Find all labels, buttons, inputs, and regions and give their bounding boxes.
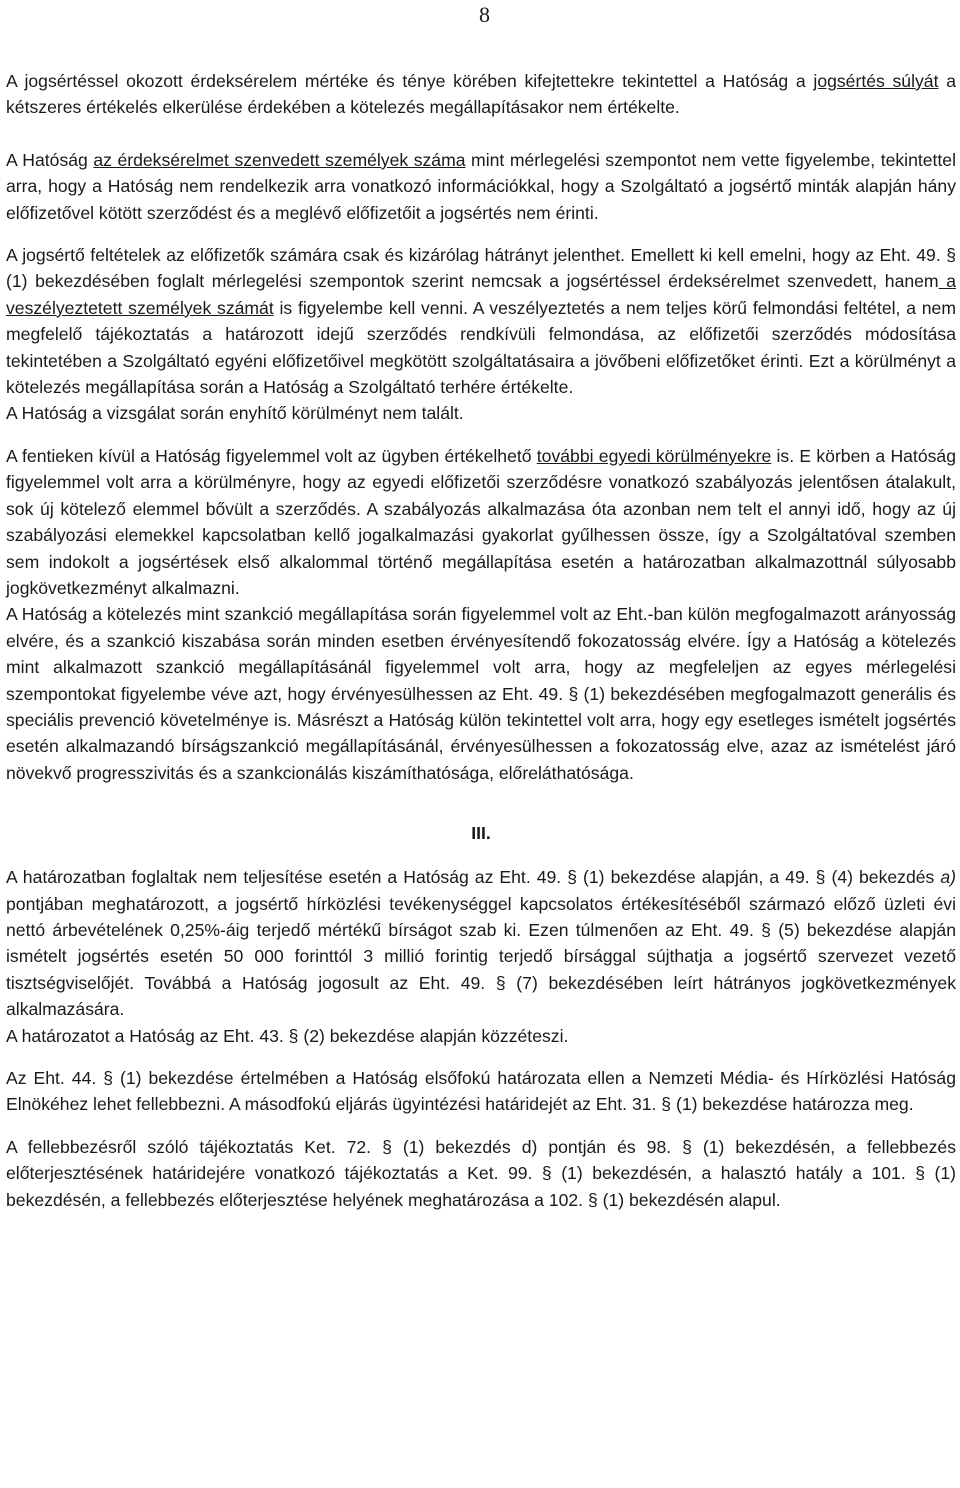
paragraph-kozzetetel: A határozatot a Hatóság az Eht. 43. § (2) bekezdése alapján közzéteszi. xyxy=(6,1025,569,1046)
paragraph-jogsertes-sulya xyxy=(6,68,956,121)
text: A jogsértő feltételek az előfizetők számára csak és kizárólag hátrányt jelenthet. Emellett ki kell emelni, hogy az Eht. 49. § (1) bekezdésében foglalt mérlegelési szempontok szerint nemcsak a jogsértéssel érdeksérelmet szenvedett, hanem xyxy=(6,245,956,292)
page-number: 8 xyxy=(479,2,490,27)
text: A határozatban foglaltak nem teljesítése esetén a Hatóság az Eht. 49. § (1) bekezdése alapján, a 49. § (4) bekezdés xyxy=(6,867,941,888)
paragraph-veszelyeztetettek xyxy=(6,242,956,400)
underlined-term: a veszélyeztetett személyek számát xyxy=(6,271,956,318)
paragraph-enyhito-korulmeny: A Hatóság a vizsgálat során enyhítő körülményt nem talált. xyxy=(6,403,464,424)
paragraph-tajekoztatas: A fellebbezésről szóló tájékoztatás Ket. 72. § (1) bekezdés d) pontján és 98. § (1) bekezdésén, a fellebbezés előterjesztésének határidejére vonatkozó tájékoztatás a Ket. 99. § (1) bekezdésén, a halasztó hatály a 101. § (1) bekezdésén, a fellebbezés előterjesztése helyének meghatározása a 102. § (1) bekezdésén alapul. xyxy=(6,1136,956,1210)
text: is figyelembe kell venni. A veszélyeztetés a nem teljes körű felmondási feltétel, a nem megfelelő tájékoztatás a határozott idejű szerződés rendkívüli felmondása, az előfizetői szerződés módosítása tekintetében a Szolgáltató egyéni előfizetőivel megkötött szolgáltatásaira a jövőbeni előfizetőket érinti. Ezt a körülményt a kötelezés megállapítása során a Hatóság a Szolgáltató terhére értékelte. xyxy=(6,297,956,398)
underlined-term: további egyedi körülményekre xyxy=(536,445,772,466)
paragraph-egyedi-korulmenyek xyxy=(6,443,956,601)
italic-letter: a) xyxy=(940,867,956,888)
text: A jogsértéssel okozott érdeksérelem mértéke és ténye körében kifejtettekre tekintettel a Hatóság a xyxy=(6,71,814,91)
document-body xyxy=(6,68,956,1213)
paragraph-birsag xyxy=(6,864,956,1022)
paragraph-fellebbezes: Az Eht. 44. § (1) bekezdése értelmében a Hatóság elsőfokú határozata ellen a Nemzeti Média- és Hírközlési Hatóság Elnökéhez lehet fellebbezni. A másodfokú eljárás ügyintézési határidejét az Eht. 31. § (1) bekezdése határozza meg. xyxy=(6,1068,956,1115)
text: A Hatóság xyxy=(6,149,94,170)
underlined-term: jogsértés súlyát xyxy=(813,71,939,91)
text: pontjában meghatározott, a jogsértő hírközlési tevékenységgel kapcsolatos értékesítéséből származó előző üzleti évi nettó árbevételének 0,25%-áig terjedő mértékű bírságot szab ki. Ezen túlmenően az Eht. 49. § (5) bekezdése alapján ismételt jogsértés esetén 50 000 forinttól 3 millió forintig terjedő bírsággal sújthatja a jogsértő szervezet vezető tisztségviselőjét. Továbbá a Hatóság jogosult az Eht. 49. § (7) bekezdésében leírt hátrányos jogkövetkezmények alkalmazására. xyxy=(6,893,956,1020)
section-heading: III. xyxy=(471,823,491,844)
underlined-term: az érdeksérelmet szenvedett személyek száma xyxy=(93,149,466,170)
paragraph-erdeksereltek-szama xyxy=(6,147,956,226)
text: a kétszeres értékelés elkerülése érdekében a kötelezés megállapításakor nem értékelte. xyxy=(6,71,956,118)
text: mint mérlegelési szempontot nem vette figyelembe, tekintettel arra, hogy a Hatóság nem rendelkezik arra vonatkozó információkkal, hogy a Szolgáltató a jogsértő minták alapján hány előfizetővel kötött szerződést és a meglévő előfizetőit a jogsértés nem érinti. xyxy=(6,149,957,223)
text: is. E körben a Hatóság figyelemmel volt arra a körülményre, hogy az egyedi előfizetői szerződésre vonatkozó szabályozás jelentősen átalakult, sok új kötelező elemmel bővült a szerződés. A szabályozás alkalmazása óta azonban nem telt el annyi idő, hogy az új szabályozási elemekkel kapcsolatban kellő jogalkalmazási gyakorlat gyűlhessen össze, így a Szolgáltatóval szemben sem indokolt a jogsértések első alkalommal történő megállapítása esetén a határozatban alkalmazottnál súlyosabb jogkövetkezményt alkalmazni. xyxy=(6,445,956,598)
text: A fentieken kívül a Hatóság figyelemmel volt az ügyben értékelhető xyxy=(6,445,537,466)
paragraph-aranyossag: A Hatóság a kötelezés mint szankció megállapítása során figyelemmel volt az Eht.-ban külön megfogalmazott arányosság elvére, és a szankció kiszabása során minden esetben érvényesítendő fokozatosság elvére. Így a Hatóság a kötelezés mint alkalmazott szankció megállapításánál figyelemmel volt arra, hogy az megfeleljen az egyes mérlegelési szempontokat figyelembe véve azt, hogy érvényesülhessen az Eht. 49. § (1) bekezdésében megfogalmazott generális és speciális prevenció követelménye is. Másrészt a Hatóság külön tekintettel volt arra, hogy egy esetleges ismételt jogsértés esetén alkalmazandó bírságszankció megállapításánál, érvényesülhessen a fokozatosság elve, azaz az ismételést járó növekvő progresszivitás és a szankcionálás kiszámíthatósága, előreláthatósága. xyxy=(6,604,956,783)
